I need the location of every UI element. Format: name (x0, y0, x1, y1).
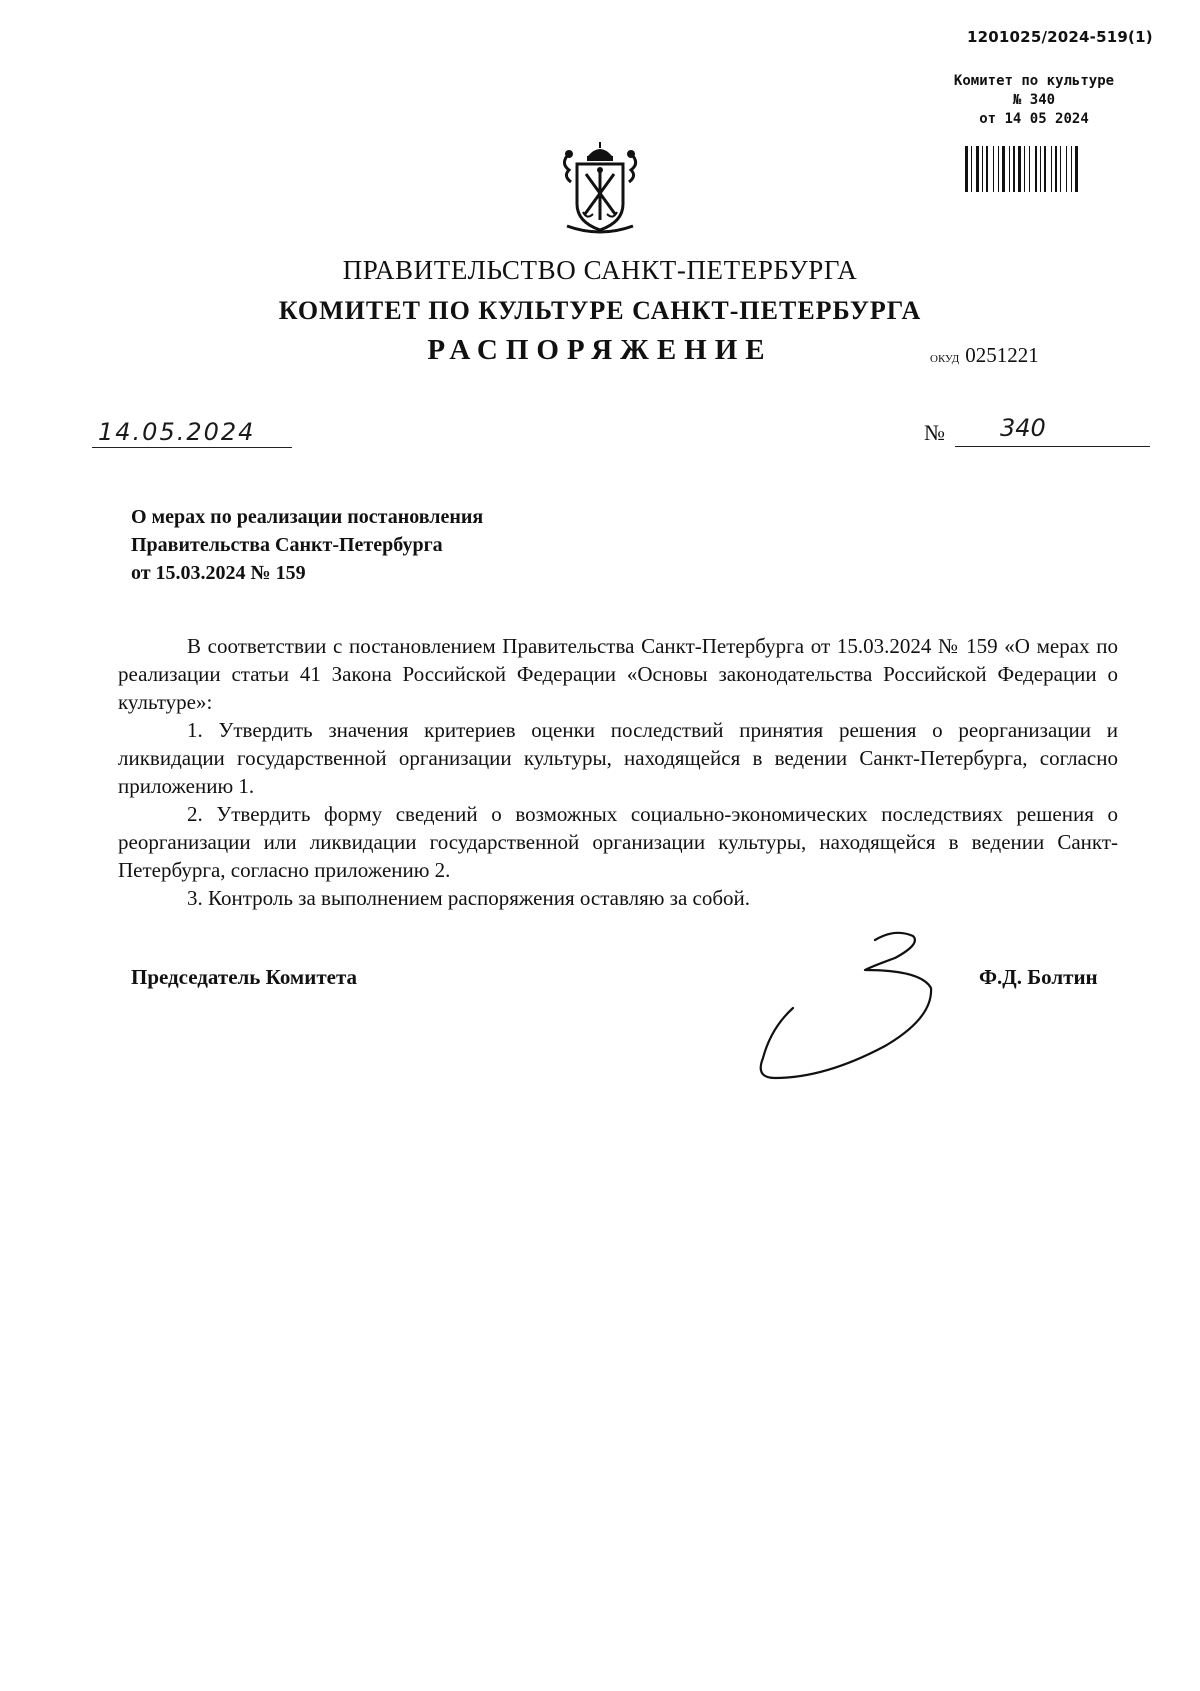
signer-title: Председатель Комитета (131, 965, 358, 989)
okud-label: окуд (930, 350, 960, 366)
barcode-bar (971, 146, 972, 192)
subject-line: Правительства Санкт-Петербурга (131, 534, 443, 556)
subject-line: от 15.03.2024 № 159 (131, 562, 306, 584)
barcode-bar (965, 146, 968, 192)
barcode-bar (1051, 146, 1052, 192)
okud-value: 0251221 (965, 343, 1039, 367)
okud-code (930, 343, 1039, 368)
barcode-bar (976, 146, 979, 192)
barcode-bar (1075, 146, 1078, 192)
order-number: 340 (1000, 414, 1046, 442)
stamp-date: от 14 05 2024 (979, 111, 1089, 127)
barcode-bar (1029, 146, 1030, 192)
barcode-bar (1066, 146, 1067, 192)
body-item: 1. Утвердить значения критериев оценки последствий принятия решения о реорганизации и ликвидации государственной организации культуры, находящейся в ведении Санкт-Петербурга, согласно приложению 1. (118, 718, 1118, 798)
registration-number: 1201025/2024-519(1) (967, 28, 1153, 46)
barcode-bar (998, 146, 999, 192)
body-item: 3. Контроль за выполнением распоряжения оставляю за собой. (187, 886, 751, 910)
barcode-bar (1024, 146, 1025, 192)
barcode-icon (965, 146, 1125, 192)
stamp-committee: Комитет по культуре (953, 73, 1115, 89)
barcode-bar (982, 146, 983, 192)
order-date: 14.05.2024 (98, 418, 256, 446)
handwritten-signature (745, 918, 945, 1093)
coat-of-arms-icon (559, 142, 641, 238)
date-underline (92, 447, 292, 448)
barcode-bar (1071, 146, 1072, 192)
document-type: РАСПОРЯЖЕНИЕ (427, 334, 773, 366)
subject-line: О мерах по реализации постановления (131, 506, 484, 528)
stamp-number: № 340 (1012, 92, 1056, 108)
barcode-bar (1009, 146, 1010, 192)
barcode-bar (1060, 146, 1061, 192)
barcode-bar (986, 146, 988, 192)
government-name: ПРАВИТЕЛЬСТВО САНКТ-ПЕТЕРБУРГА (342, 255, 858, 285)
barcode-bar (993, 146, 994, 192)
barcode-bar (1035, 146, 1037, 192)
signer-name: Ф.Д. Болтин (979, 965, 1098, 989)
number-label: № (924, 420, 945, 445)
barcode-bar (1055, 146, 1057, 192)
order-subject (131, 503, 483, 587)
barcode-bar (1044, 146, 1046, 192)
number-underline (955, 446, 1150, 447)
order-body (118, 632, 1118, 912)
barcode-bar (1040, 146, 1041, 192)
barcode-bar (1002, 146, 1005, 192)
body-item: 2. Утвердить форму сведений о возможных социально-экономических последствиях решения о реорганизации или ликвидации государственной организации культуры, находящейся в ведении Санкт-Петербурга, согласно приложению 2. (118, 802, 1118, 882)
committee-name: КОМИТЕТ ПО КУЛЬТУРЕ САНКТ-ПЕТЕРБУРГА (278, 296, 922, 325)
body-intro: В соответствии с постановлением Правительства Санкт-Петербурга от 15.03.2024 № 159 «О мерах по реализации статьи 41 Закона Российской Федерации «Основы законодательства Российской Федерации о культуре»: (118, 634, 1118, 714)
barcode-bar (1013, 146, 1015, 192)
registration-stamp (945, 72, 1123, 129)
barcode-bar (1018, 146, 1021, 192)
